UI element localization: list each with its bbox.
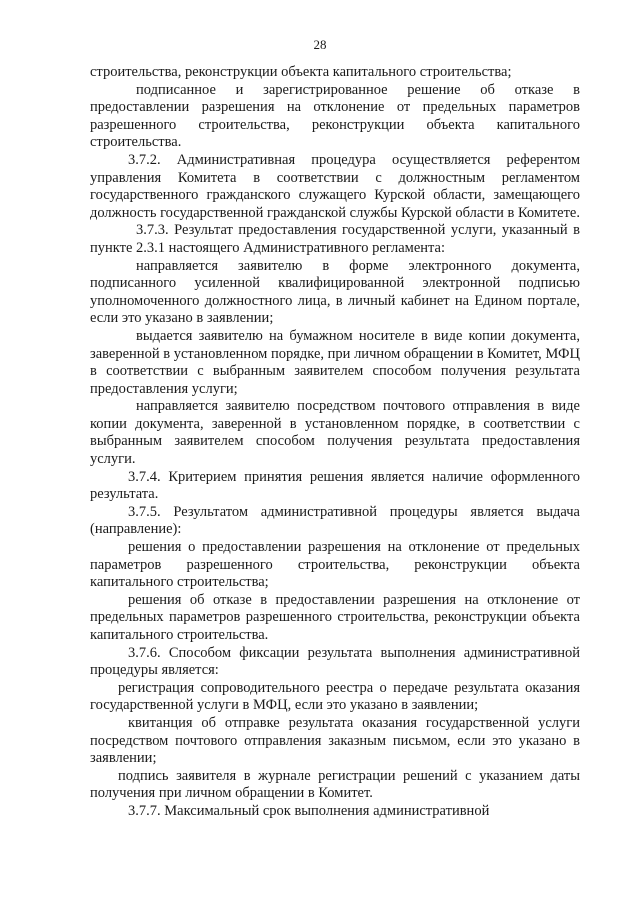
paragraph-registry: регистрация сопроводительного реестра о передаче результата оказания государственной услуги в МФЦ, если это указано в заявлении; [90, 679, 580, 714]
paragraph-3-7-4: 3.7.4. Критерием принятия решения является наличие оформленного результата. [90, 468, 580, 503]
paragraph-grant-decision: решения о предоставлении разрешения на отклонение от предельных параметров разрешенного строительства, реконструкции объекта капитального строительства; [90, 539, 580, 591]
paragraph-3-7-3: 3.7.3. Результат предоставления государственной услуги, указанный в пункте 2.3.1 настоящего Административного регламента: [90, 222, 580, 256]
document-body [90, 64, 580, 821]
paragraph-receipt: квитанция об отправке результата оказания государственной услуги посредством почтового отправления заказным письмом, если это указано в заявлении; [90, 714, 580, 767]
paragraph-refusal-decision: подписанное и зарегистрированное решение об отказе в предоставлении разрешения на отклонение от предельных параметров разрешенного строительства, реконструкции объекта капитального строительства. [90, 81, 580, 151]
paragraph-3-7-6: 3.7.6. Способом фиксации результата выполнения административной процедуры является: [90, 644, 580, 679]
paragraph-postal-delivery: направляется заявителю посредством почтового отправления в виде копии документа, заверенной в установленном порядке, в соответствии с выбранным заявителем способом получения результата предоставления услуги. [90, 398, 580, 468]
paragraph-signature: подпись заявителя в журнале регистрации решений с указанием даты получения при личном обращении в Комитет. [90, 767, 580, 802]
paragraph-refusal-decision-2: решения об отказе в предоставлении разрешения на отклонение от предельных параметров разрешенного строительства, реконструкции объекта капитального строительства. [90, 591, 580, 643]
paragraph-3-7-2: 3.7.2. Административная процедура осуществляется референтом управления Комитета в соответствии с должностным регламентом государственного гражданского служащего Курской области, замещающего должность государственной гражданской службы Курской области в Комитете. [90, 151, 580, 221]
page-number: 28 [313, 37, 327, 52]
paragraph-3-7-7: 3.7.7. Максимальный срок выполнения административной [128, 802, 490, 819]
paragraph-electronic-delivery: направляется заявителю в форме электронного документа, подписанного усиленной квалифицированной электронной подписью уполномоченного должностного лица, в личный кабинет на Едином портале, если это указано в заявлении; [90, 257, 580, 327]
paragraph-continuation: строительства, реконструкции объекта капитального строительства; [90, 64, 512, 80]
paragraph-3-7-5: 3.7.5. Результатом административной процедуры является выдача (направление): [90, 503, 580, 538]
paragraph-paper-delivery: выдается заявителю на бумажном носителе в виде копии документа, заверенной в установленном порядке, при личном обращении в Комитет, МФЦ в соответствии с выбранным заявителем способом получения результата предоставления услуги; [90, 327, 580, 397]
